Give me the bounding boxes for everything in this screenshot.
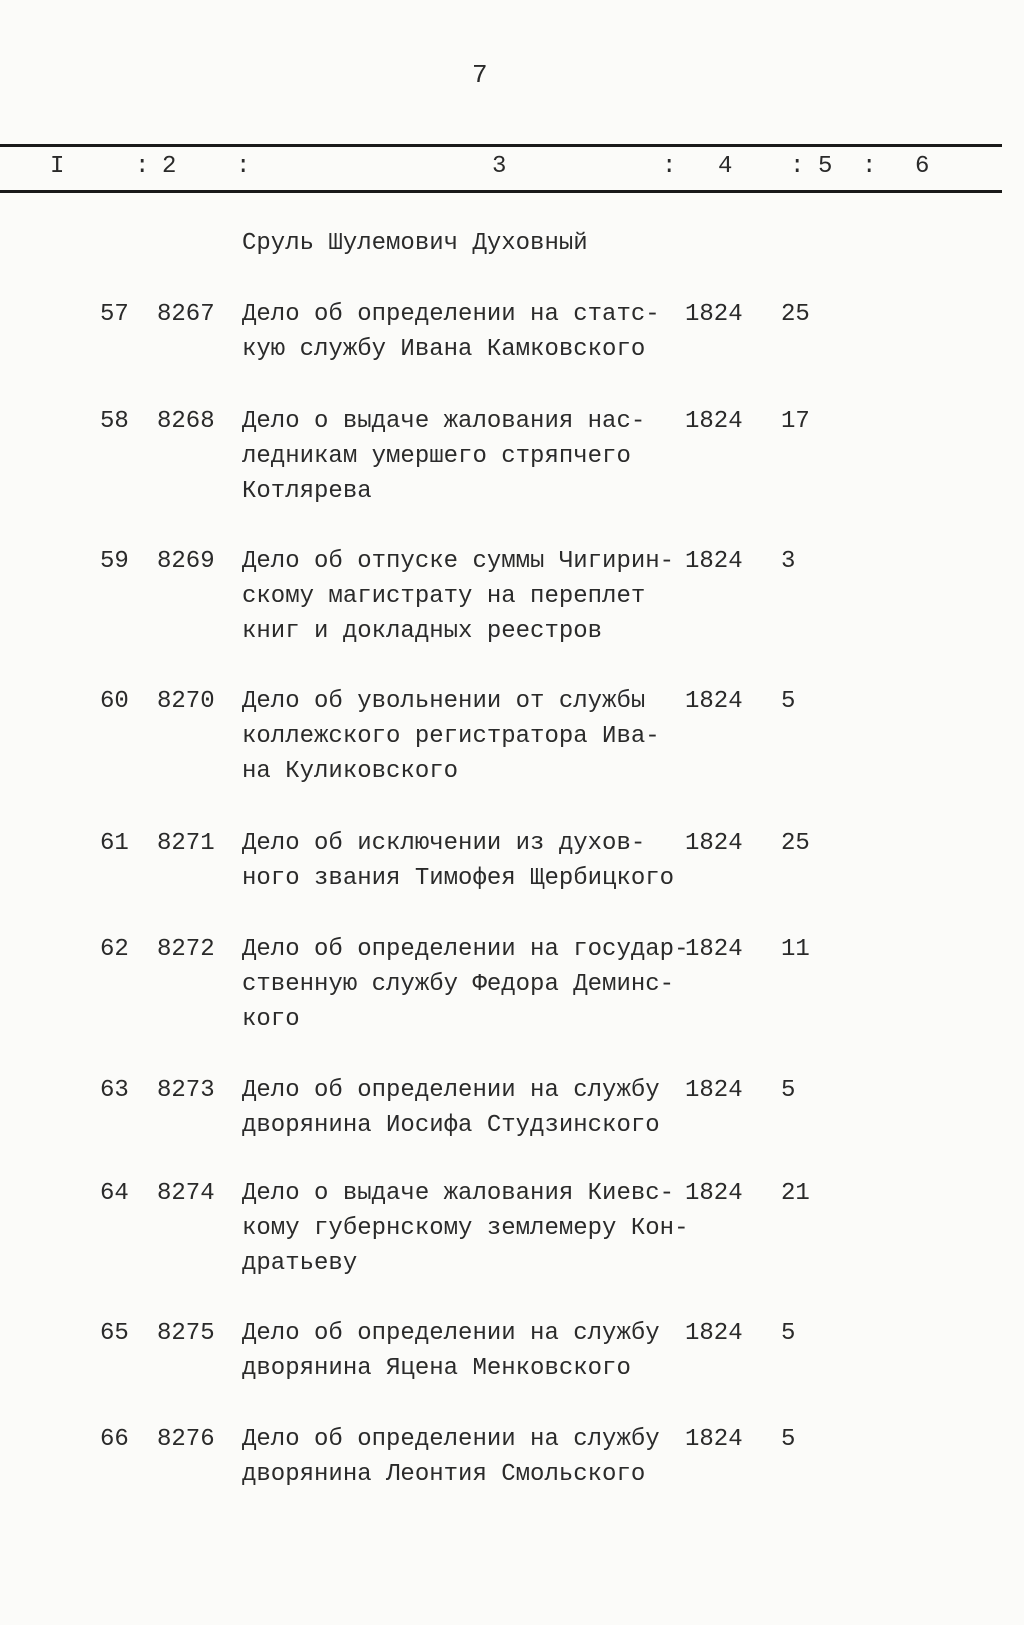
file-description: Дело об определении на службу дворянина Иосифа Студзинского — [242, 1077, 660, 1139]
column-5: 5 — [818, 153, 833, 180]
item-number: 62 — [100, 936, 129, 963]
file-description: Дело об определении на службу дворянина Леонтия Смольского — [242, 1426, 660, 1488]
item-number: 65 — [100, 1320, 129, 1347]
file-description: Дело об определении на государ- ственную службу Федора Деминс- кого — [242, 936, 689, 1033]
file-number: 8267 — [157, 301, 215, 328]
column-4: 4 — [718, 153, 733, 180]
item-number: 57 — [100, 301, 129, 328]
item-number: 58 — [100, 408, 129, 435]
sheet-count: 25 — [781, 830, 810, 857]
file-number: 8270 — [157, 688, 215, 715]
column-6: 6 — [915, 153, 930, 180]
file-number: 8272 — [157, 936, 215, 963]
file-year: 1824 — [685, 1320, 743, 1347]
item-number: 59 — [100, 548, 129, 575]
file-description: Дело об исключении из духов- ного звания Тимофея Щербицкого — [242, 830, 675, 892]
file-description: Дело об определении на статс- кую службу Ивана Камковского — [242, 301, 660, 363]
section-title: Сруль Шулемович Духовный — [242, 230, 588, 257]
file-number: 8269 — [157, 548, 215, 575]
file-year: 1824 — [685, 688, 743, 715]
column-3: 3 — [492, 153, 507, 180]
sheet-count: 17 — [781, 408, 810, 435]
column-separator: : — [236, 153, 251, 180]
header-bottom-rule — [0, 190, 1002, 193]
file-number: 8275 — [157, 1320, 215, 1347]
file-description: Дело об определении на службу дворянина Яцена Менковского — [242, 1320, 660, 1382]
file-year: 1824 — [685, 548, 743, 575]
file-description: Дело об отпуске суммы Чигирин- скому магистрату на переплет книг и докладных реестров — [242, 548, 675, 645]
sheet-count: 25 — [781, 301, 810, 328]
file-year: 1824 — [685, 936, 743, 963]
item-number: 63 — [100, 1077, 129, 1104]
header-top-rule — [0, 144, 1002, 147]
file-year: 1824 — [685, 1077, 743, 1104]
file-number: 8268 — [157, 408, 215, 435]
column-2: 2 — [162, 153, 177, 180]
file-number: 8271 — [157, 830, 215, 857]
file-description: Дело об увольнении от службы коллежского регистратора Ива- на Куликовского — [242, 688, 660, 785]
sheet-count: 5 — [781, 688, 796, 715]
column-1: I — [50, 153, 65, 180]
column-separator: : — [662, 153, 677, 180]
file-year: 1824 — [685, 301, 743, 328]
column-separator: : — [135, 153, 150, 180]
file-description: Дело о выдаче жалования Киевс- кому губернскому землемеру Кон- дратьеву — [242, 1180, 689, 1277]
column-separator: : — [862, 153, 877, 180]
page-number: 7 — [472, 60, 488, 90]
sheet-count: 11 — [781, 936, 810, 963]
file-year: 1824 — [685, 1180, 743, 1207]
item-number: 66 — [100, 1426, 129, 1453]
file-description: Дело о выдаче жалования нас- ледникам умершего стряпчего Котлярева — [242, 408, 646, 505]
file-year: 1824 — [685, 1426, 743, 1453]
item-number: 61 — [100, 830, 129, 857]
sheet-count: 5 — [781, 1320, 796, 1347]
file-year: 1824 — [685, 408, 743, 435]
item-number: 60 — [100, 688, 129, 715]
sheet-count: 3 — [781, 548, 796, 575]
sheet-count: 21 — [781, 1180, 810, 1207]
sheet-count: 5 — [781, 1426, 796, 1453]
file-number: 8273 — [157, 1077, 215, 1104]
sheet-count: 5 — [781, 1077, 796, 1104]
item-number: 64 — [100, 1180, 129, 1207]
file-number: 8276 — [157, 1426, 215, 1453]
column-separator: : — [790, 153, 805, 180]
file-year: 1824 — [685, 830, 743, 857]
file-number: 8274 — [157, 1180, 215, 1207]
